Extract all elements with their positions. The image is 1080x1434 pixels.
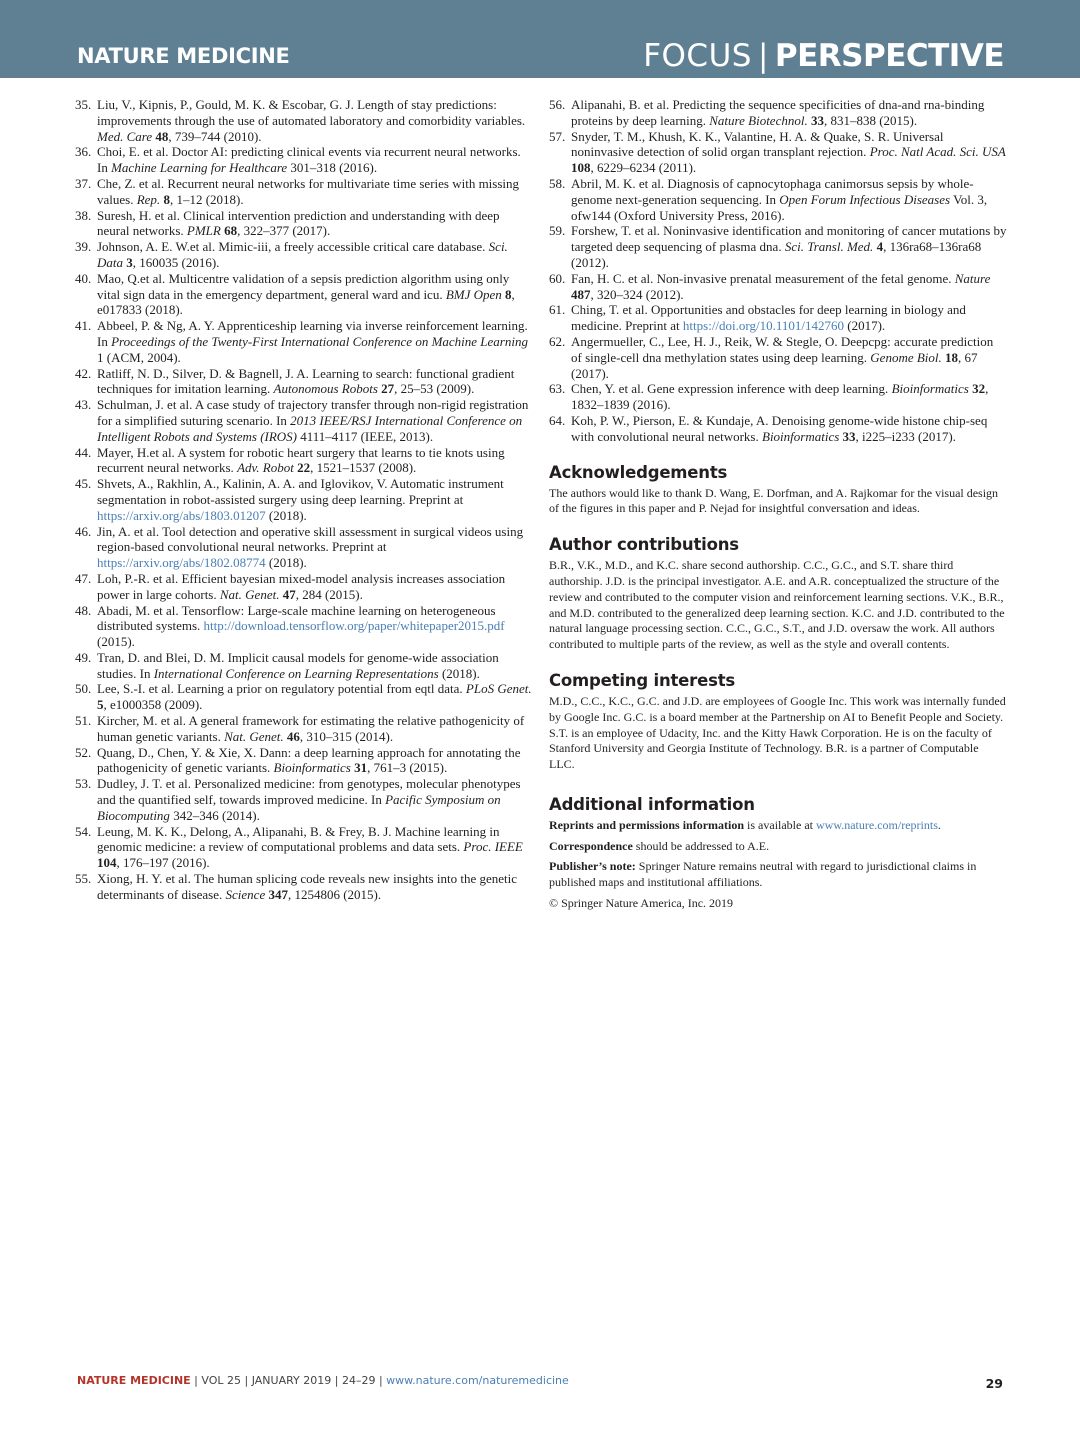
reference-text	[571, 176, 1007, 223]
acknowledgements-text: The authors would like to thank D. Wang, E. Dorfman, and A. Rajkomar for the visual design of the figures in this paper and P. Nejad for insightful conversation and ideas.	[549, 485, 999, 516]
reference-source: Bioinformatics	[891, 381, 969, 397]
reference-source: Adv. Robot	[237, 460, 294, 476]
reference-source: Sci. Transl. Med.	[784, 239, 874, 255]
reference-volume: 8	[505, 286, 512, 302]
reference-fragment: Mayer, H.et al. A system for robotic heart surgery that learns to tie knots using recurrent neural networks.	[97, 444, 505, 476]
publisher-note-line	[549, 859, 1007, 891]
reference-text	[97, 318, 533, 365]
reference-number: 54.	[75, 823, 92, 839]
reference-volume: 47	[282, 586, 296, 602]
reference-text	[97, 571, 533, 603]
reference-number: 43.	[75, 397, 92, 413]
reference-item	[75, 445, 533, 477]
reprints-line	[549, 818, 1007, 834]
publisher-note-text: Springer Nature remains neutral with regard to jurisdictional claims in published maps and institutional affiliations.	[549, 859, 977, 890]
reference-number: 47.	[75, 570, 92, 586]
reference-fragment: , 761–3 (2015).	[367, 760, 448, 776]
reference-volume: 48	[155, 128, 169, 144]
reference-volume: 487	[571, 286, 591, 302]
reference-number: 50.	[75, 681, 92, 697]
footer-sep-2: |	[241, 1374, 252, 1387]
reference-source: Nat. Genet.	[219, 586, 280, 602]
page-header	[0, 0, 1080, 78]
footer-date: JANUARY 2019	[251, 1374, 332, 1387]
reference-volume: 108	[571, 160, 591, 176]
reference-fragment: , 831–838 (2015).	[823, 112, 918, 128]
reference-item	[549, 302, 1007, 334]
reference-text	[97, 524, 533, 571]
reference-fragment: , 310–315 (2014).	[299, 728, 394, 744]
reference-item	[75, 97, 533, 144]
correspondence-text: should be addressed to A.E.	[632, 838, 770, 853]
reference-volume: 31	[354, 760, 368, 776]
reference-fragment: Kircher, M. et al. A general framework for estimating the relative pathogenicity of human genetic variants.	[97, 713, 525, 744]
competing-interests-text: M.D., C.C., K.C., G.C. and J.D. are employees of Google Inc. This work was internally funded by Google Inc. G.C. is a board member at the Partnership on AI to Benefit People and Society. S.T. is an employee of Udacity, Inc. and the Kitty Hawk Corporation. He is on the faculty of Stanford University and Georgia Institute of Technology. B.R. is a partner of Computable LLC.	[549, 693, 1006, 772]
reference-source: Med. Care	[97, 128, 153, 144]
reference-text	[97, 713, 533, 745]
reference-fragment: Chen, Y. et al. Gene expression inference with deep learning.	[571, 381, 892, 397]
reference-text	[97, 271, 533, 318]
section-label	[643, 38, 1004, 74]
reference-fragment: Vol. 3, ofw144 (Oxford University Press, 2016).	[571, 191, 988, 223]
reference-source: Nature Biotechnol.	[709, 112, 808, 128]
reference-text	[97, 397, 533, 444]
reference-item	[75, 476, 533, 523]
reference-item	[75, 176, 533, 208]
reference-number: 36.	[75, 144, 92, 160]
footer-volume: VOL 25	[201, 1374, 242, 1387]
reference-volume: 8	[163, 191, 170, 207]
reference-number: 51.	[75, 713, 92, 729]
competing-interests-heading: Competing interests	[549, 670, 736, 690]
reference-fragment: Choi, E. et al. Doctor AI: predicting clinical events via recurrent neural networks. In	[97, 144, 521, 176]
reference-item	[75, 776, 533, 823]
reference-number: 52.	[75, 744, 92, 760]
reference-text	[97, 176, 533, 208]
reference-fragment: Jin, A. et al. Tool detection and operative skill assessment in surgical videos using region-based convolutional neural networks. Preprint at	[97, 523, 524, 555]
reference-item	[549, 381, 1007, 413]
reference-text	[97, 681, 533, 713]
reference-number: 44.	[75, 444, 92, 460]
reference-fragment: , 320–324 (2012).	[590, 286, 684, 302]
reference-fragment: 1 (ACM, 2004).	[97, 349, 181, 365]
reference-link[interactable]: http://download.tensorflow.org/paper/whitepaper2015.pdf	[203, 618, 505, 634]
author-contributions-heading: Author contributions	[549, 535, 739, 555]
reference-number: 35.	[75, 97, 92, 112]
reference-text	[571, 334, 1007, 381]
reference-fragment: , e1000358 (2009).	[103, 697, 203, 713]
reference-item	[75, 745, 533, 777]
correspondence-line	[549, 839, 1007, 855]
reference-source: Bioinformatics	[762, 428, 840, 444]
reference-source: BMJ Open	[445, 286, 502, 302]
reference-volume: 5	[97, 697, 104, 713]
reference-fragment: Ching, T. et al. Opportunities and obstacles for deep learning in biology and medicine. Preprint at	[571, 302, 966, 334]
reference-fragment: , 176–197 (2016).	[116, 855, 210, 871]
reference-text	[571, 413, 1007, 445]
reference-fragment: , 1–12 (2018).	[169, 191, 244, 207]
references-left-column	[75, 97, 533, 903]
reference-number: 53.	[75, 776, 92, 792]
reference-source: International Conference on Learning Representations	[153, 665, 439, 681]
reference-fragment: , 1832–1839 (2016).	[571, 381, 989, 413]
reference-volume: 104	[97, 855, 117, 871]
reference-text	[97, 824, 533, 871]
reference-source: Machine Learning for Healthcare	[111, 160, 288, 176]
reference-volume: 33	[842, 428, 856, 444]
reference-volume: 32	[972, 381, 986, 397]
reference-volume: 18	[945, 349, 959, 365]
reference-item	[75, 713, 533, 745]
footer-url[interactable]: www.nature.com/naturemedicine	[386, 1374, 569, 1387]
reference-source: Proceedings of the Twenty-First International Conference on Machine Learning	[111, 333, 528, 349]
right-column	[549, 97, 1007, 917]
reference-fragment: (2017).	[844, 318, 886, 334]
reference-fragment: , 739–744 (2010).	[168, 128, 262, 144]
reference-text	[571, 302, 1007, 334]
reference-source: Genome Biol.	[870, 349, 942, 365]
reference-number: 59.	[549, 223, 566, 239]
reference-text	[571, 97, 1007, 129]
reference-fragment: Lee, S.-I. et al. Learning a prior on regulatory potential from eqtl data.	[97, 681, 466, 697]
reference-number: 42.	[75, 365, 92, 381]
reference-text	[571, 271, 1007, 303]
reference-item	[549, 271, 1007, 303]
reference-number: 48.	[75, 602, 92, 618]
reference-number: 38.	[75, 207, 92, 223]
reference-number: 39.	[75, 239, 92, 255]
acknowledgements-section	[549, 463, 1007, 518]
reference-fragment: Shvets, A., Rakhlin, A., Kalinin, A. A. and Iglovikov, V. Automatic instrument segmentation in robot-assisted surgery using deep learning. Preprint at	[97, 476, 504, 507]
reference-volume: 33	[810, 112, 824, 128]
reference-fragment: Liu, V., Kipnis, P., Gould, M. K. & Escobar, G. J. Length of stay predictions: improvements through the use of automated laboratory and comorbidity variables.	[97, 97, 526, 128]
reference-source: Autonomous Robots	[273, 381, 378, 397]
reference-link[interactable]: https://arxiv.org/abs/1803.01207	[97, 507, 266, 523]
reference-fragment: Leung, M. K. K., Delong, A., Alipanahi, B. & Frey, B. J. Machine learning in genomic medicine: a review of computational problems and data sets.	[97, 823, 500, 855]
reference-link[interactable]: https://doi.org/10.1101/142760	[682, 318, 844, 334]
reference-number: 63.	[549, 381, 566, 397]
reference-fragment: Snyder, T. M., Khush, K. K., Valantine, H. A. & Quake, S. R. Universal noninvasive detection of solid organ transplant rejection.	[571, 128, 944, 160]
reference-number: 58.	[549, 175, 566, 191]
reference-item	[75, 208, 533, 240]
competing-interests-section	[549, 671, 1007, 773]
reference-item	[549, 176, 1007, 223]
footer-sep-4: |	[375, 1374, 387, 1387]
reference-item	[549, 129, 1007, 176]
reference-source: Science	[225, 886, 266, 902]
additional-information-heading: Additional information	[549, 794, 755, 814]
reference-volume: 46	[286, 728, 300, 744]
reference-number: 49.	[75, 649, 92, 665]
reference-volume: 68	[224, 223, 238, 239]
publisher-note-label: Publisher’s note:	[549, 859, 636, 874]
reference-text	[97, 239, 533, 271]
reference-source: Open Forum Infectious Diseases	[779, 191, 951, 207]
reference-fragment: (2018).	[265, 555, 307, 571]
reference-fragment: Angermueller, C., Lee, H. J., Reik, W. & Stegle, O. Deepcpg: accurate prediction of single-cell dna methylation states using deep learning.	[571, 333, 994, 365]
section-divider: |	[757, 38, 769, 74]
reference-item	[75, 824, 533, 871]
reference-fragment: Koh, P. W., Pierson, E. & Kundaje, A. Denoising genome-wide histone chip-seq with convolutional neural networks.	[571, 412, 988, 444]
reference-fragment: Abadi, M. et al. Tensorflow: Large-scale machine learning on heterogeneous distributed systems.	[97, 602, 496, 634]
reference-text	[97, 208, 533, 240]
reference-fragment: , 1521–1537 (2008).	[310, 460, 417, 476]
reference-number: 60.	[549, 270, 566, 286]
reference-fragment: Che, Z. et al. Recurrent neural networks for multivariate time series with missing values.	[97, 175, 520, 207]
reference-fragment: , 136ra68–136ra68 (2012).	[571, 239, 982, 270]
reference-fragment: Forshew, T. et al. Noninvasive identification and monitoring of cancer mutations by targeted deep sequencing of plasma dna.	[571, 223, 1007, 255]
reprints-label: Reprints and permissions information	[549, 817, 745, 832]
reference-number: 45.	[75, 476, 92, 492]
reference-item	[75, 318, 533, 365]
reference-fragment: , 67 (2017).	[571, 349, 978, 381]
section-type: PERSPECTIVE	[774, 38, 1004, 74]
reference-fragment: Ratliff, N. D., Silver, D. & Bagnell, J. A. Learning to search: functional gradient techniques for imitation learning.	[97, 365, 515, 397]
reprints-end: .	[937, 817, 941, 832]
reference-item	[75, 524, 533, 571]
footer-pages: 24–29	[341, 1374, 376, 1387]
reference-fragment: , 322–377 (2017).	[237, 223, 331, 239]
reference-item	[549, 97, 1007, 129]
reference-fragment: Johnson, A. E. W.et al. Mimic-iii, a freely accessible critical care database.	[97, 239, 489, 255]
reference-number: 57.	[549, 128, 566, 144]
reference-text	[97, 476, 533, 523]
reference-text	[97, 650, 533, 682]
reference-item	[549, 413, 1007, 445]
reference-source: Sci. Data	[97, 239, 508, 270]
reference-fragment: (2018).	[265, 507, 307, 523]
reference-fragment: , 6229–6234 (2011).	[590, 160, 697, 176]
reference-fragment: (2015).	[97, 634, 135, 650]
reference-fragment: Abril, M. K. et al. Diagnosis of capnocytophaga canimorsus sepsis by whole-genome next-generation sequencing. In	[571, 175, 974, 207]
reference-text	[97, 97, 533, 144]
page-number: 29	[985, 1376, 1003, 1391]
journal-name: NATURE MEDICINE	[77, 44, 290, 68]
reference-text	[97, 745, 533, 777]
reference-fragment: 301–318 (2016).	[287, 160, 378, 176]
reference-text	[97, 603, 533, 650]
reference-fragment: 4111–4117 (IEEE, 2013).	[297, 428, 434, 444]
reference-item	[75, 366, 533, 398]
reference-item	[75, 397, 533, 444]
correspondence-label: Correspondence	[549, 838, 633, 853]
reference-volume: 347	[268, 886, 288, 902]
reference-fragment: (2018).	[438, 665, 480, 681]
reference-item	[75, 650, 533, 682]
reference-fragment: Tran, D. and Blei, D. M. Implicit causal models for genome-wide association studies. In	[97, 649, 499, 681]
reference-fragment: Loh, P.-R. et al. Efficient bayesian mixed-model analysis increases association power in large cohorts.	[97, 570, 506, 602]
reference-fragment: , 1254806 (2015).	[287, 886, 382, 902]
footer-sep-1: |	[190, 1374, 202, 1387]
reference-number: 41.	[75, 318, 92, 334]
reference-number: 37.	[75, 175, 92, 191]
reference-fragment: , e017833 (2018).	[97, 286, 515, 318]
acknowledgements-heading: Acknowledgements	[549, 462, 728, 482]
reprints-text: is available at	[744, 817, 817, 832]
reference-volume: 22	[297, 460, 311, 476]
reference-number: 46.	[75, 523, 92, 539]
reference-fragment: Alipanahi, B. et al. Predicting the sequence specificities of dna-and rna-binding proteins by deep learning.	[571, 97, 985, 128]
reference-fragment: 342–346 (2014).	[169, 807, 260, 823]
reference-text	[571, 129, 1007, 176]
reference-text	[97, 366, 533, 398]
reference-text	[571, 381, 1007, 413]
reference-source: PMLR	[186, 223, 221, 239]
additional-information-section	[549, 795, 1007, 912]
reference-source: Pacific Symposium on Biocomputing	[97, 792, 501, 823]
reference-item	[75, 603, 533, 650]
footer-sep-3: |	[331, 1374, 342, 1387]
reference-item	[75, 681, 533, 713]
reference-volume: 4	[876, 239, 884, 255]
reference-number: 61.	[549, 302, 566, 318]
reference-fragment: Abbeel, P. & Ng, A. Y. Apprenticeship learning via inverse reinforcement learning. In	[97, 318, 528, 349]
reference-text	[97, 776, 533, 823]
reference-fragment: Fan, H. C. et al. Non-invasive prenatal measurement of the fetal genome.	[571, 270, 955, 286]
section-focus: FOCUS	[643, 38, 752, 74]
reference-number: 62.	[549, 333, 566, 349]
reference-fragment: , 25–53 (2009).	[394, 381, 475, 397]
reference-number: 40.	[75, 270, 92, 286]
reference-source: 2013 IEEE/RSJ International Conference on Intelligent Robots and Systems (IROS)	[97, 412, 523, 444]
reference-fragment: Dudley, J. T. et al. Personalized medicine: from genotypes, molecular phenotypes and the quantified self, towards improved medicine. In	[97, 776, 521, 808]
reference-source: Nat. Genet.	[224, 728, 284, 744]
references-right-list	[549, 97, 1007, 445]
reference-number: 64.	[549, 412, 566, 428]
reference-source: PLoS Genet.	[465, 681, 532, 697]
reference-source: Bioinformatics	[273, 760, 351, 776]
reference-item	[75, 271, 533, 318]
reference-item	[75, 144, 533, 176]
reference-item	[75, 571, 533, 603]
reference-fragment: , i225–i233 (2017).	[855, 428, 956, 444]
reference-fragment: Quang, D., Chen, Y. & Xie, X. Dann: a deep learning approach for annotating the pathogenicity of genetic variants.	[97, 744, 521, 776]
reference-number: 56.	[549, 97, 566, 112]
reference-fragment: Xiong, H. Y. et al. The human splicing code reveals new insights into the genetic determinants of disease.	[97, 871, 518, 902]
reference-text	[97, 144, 533, 176]
reference-text	[97, 445, 533, 477]
author-contributions-section	[549, 535, 1007, 653]
reprints-link[interactable]: www.nature.com/reprints	[816, 817, 938, 832]
reference-source: Proc. IEEE	[463, 839, 523, 855]
reference-text	[571, 223, 1007, 270]
reference-fragment: Suresh, H. et al. Clinical intervention prediction and understanding with deep neural networks.	[97, 207, 500, 239]
reference-volume: 3	[126, 254, 133, 270]
reference-source: Proc. Natl Acad. Sci. USA	[869, 144, 1006, 160]
reference-fragment: , 284 (2015).	[295, 586, 363, 602]
reference-link[interactable]: https://arxiv.org/abs/1802.08774	[97, 555, 266, 571]
reference-source: Rep.	[136, 191, 161, 207]
reference-item	[549, 223, 1007, 270]
reference-number: 55.	[75, 871, 92, 887]
reference-volume: 27	[381, 381, 395, 397]
reference-source: Nature	[954, 270, 991, 286]
reference-fragment: Schulman, J. et al. A case study of trajectory transfer through non-rigid registration for a simplified suturing scenario. In	[97, 397, 529, 428]
footer-journal: NATURE MEDICINE	[77, 1374, 191, 1387]
reference-fragment: Mao, Q.et al. Multicentre validation of a sepsis prediction algorithm using only vital sign data in the emergency department, general ward and icu.	[97, 270, 510, 302]
page-footer	[77, 1374, 569, 1387]
reference-text	[97, 871, 533, 903]
reference-item	[75, 871, 533, 903]
reference-item	[549, 334, 1007, 381]
reference-item	[75, 239, 533, 271]
reference-fragment: , 160035 (2016).	[132, 254, 220, 270]
author-contributions-text: B.R., V.K., M.D., and K.C. share second authorship. C.C., G.C., and S.T. share third authorship. J.D. is the principal investigator. A.E. and A.R. conceptualized the structure of the review and contributed to the computer vision and reinforcement learning sections. V.K., B.R., and M.D. contributed to the generalized deep learning section. K.C. and J.D. contributed to the natural language processing section. C.C., G.C., S.T., and J.D. oversaw the work. All authors contributed to multiple parts of the review, as well as the style and overall contents.	[549, 558, 1005, 652]
copyright: © Springer Nature America, Inc. 2019	[549, 896, 734, 911]
